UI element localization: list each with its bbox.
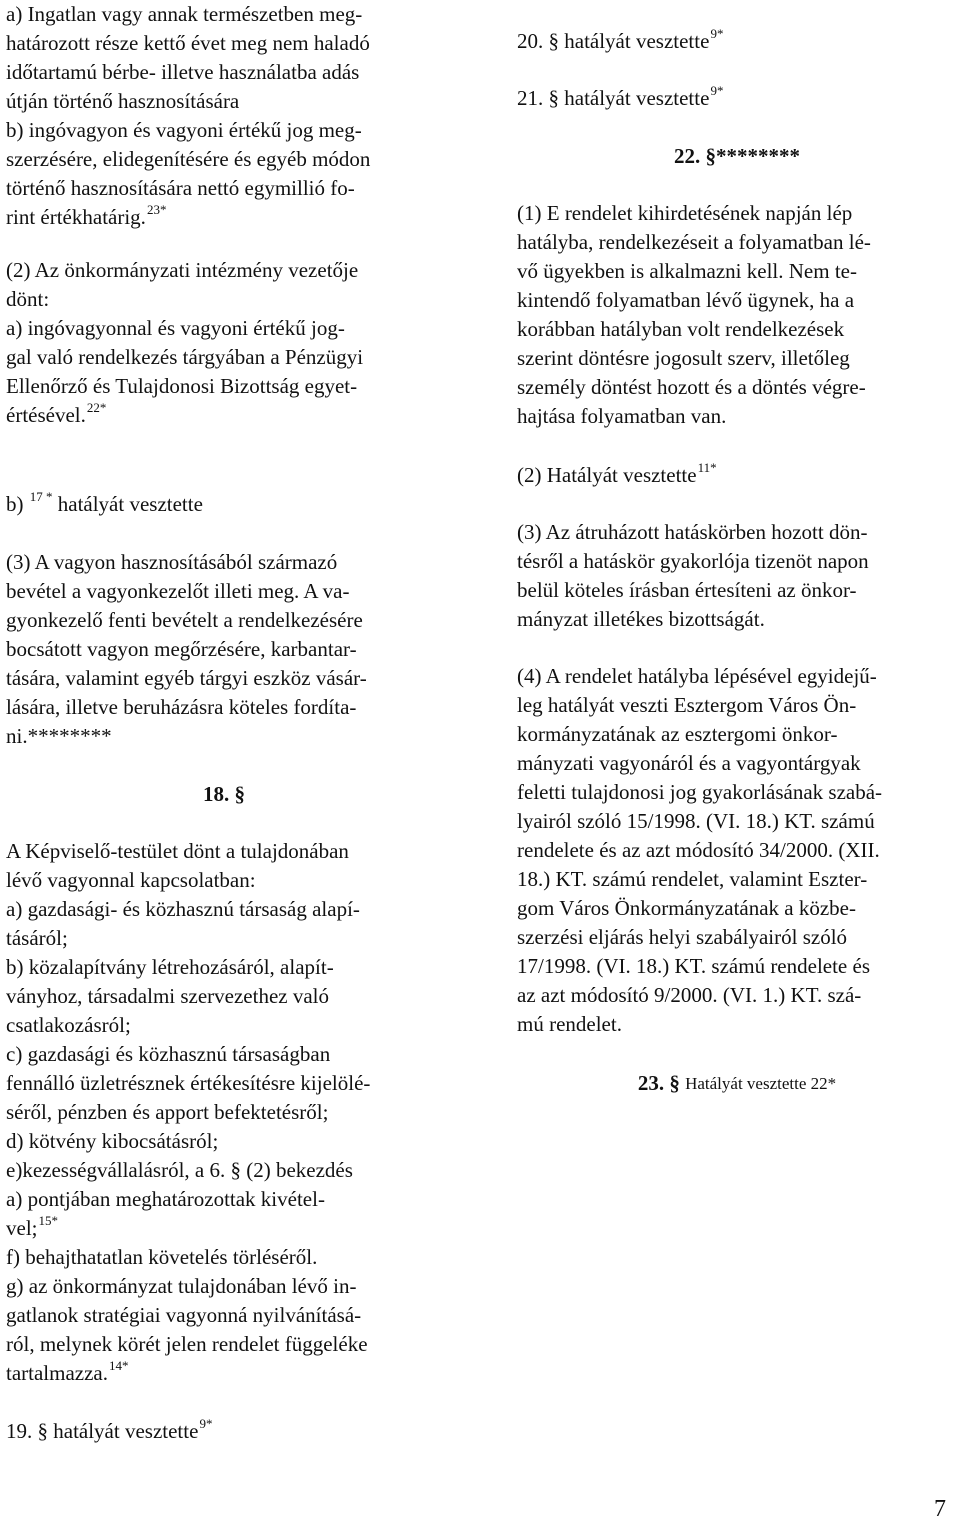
text-line: történő hasznosítására nettó egymillió fo- — [6, 176, 355, 200]
text-line: csatlakozásról; — [6, 1013, 131, 1037]
right-paragraph-4 — [517, 662, 957, 1039]
text-line: hatályba, rendelkezéseit a folyamatban lé- — [517, 230, 871, 254]
footnote-ref: 23* — [146, 202, 167, 217]
text-line: gatlanok stratégiai vagyonná nyilvánításá- — [6, 1303, 362, 1327]
text-line: A Képviselő-testület dönt a tulajdonában — [6, 839, 349, 863]
text-line: gyonkezelő fenti bevételt a rendelkezésére — [6, 608, 363, 632]
section-23: 23. § Hatályát vesztette 22* — [637, 1071, 837, 1095]
text-line: g) az önkormányzat tulajdonában lévő in- — [6, 1274, 357, 1298]
text-line: határozott része kettő évet meg nem haladó — [6, 31, 370, 55]
text-line: mú rendelet. — [517, 1012, 622, 1036]
text-line: c) gazdasági és közhasznú társaságban — [6, 1042, 331, 1066]
text-line: 17/1998. (VI. 18.) KT. számú rendelete és — [517, 954, 871, 978]
text-line: időtartamú bérbe- illetve használatba adás — [6, 60, 360, 84]
footnote-ref: 9* — [199, 1416, 213, 1431]
left-paragraph-1 — [6, 0, 442, 232]
footnote-ref: 15* — [38, 1213, 58, 1228]
text-line: tására, valamint egyéb tárgyi eszköz vásár- — [6, 666, 367, 690]
text-line: gom Város Önkormányzatának a közbe- — [517, 896, 856, 920]
text-line: ról, melynek körét jelen rendelet függeléke — [6, 1332, 368, 1356]
section-21: 21. § hatályát vesztette $^{9*}$ — [517, 84, 957, 113]
text-line: kintendő folyamatban lévő ügynek, ha a — [517, 288, 855, 312]
text-line: vel; $^{15*}$ — [6, 1214, 442, 1243]
text-line: rendelete és az azt módosító 34/2000. (XII. — [517, 838, 880, 862]
text-line: mányzat illetékes bizottságát. — [517, 607, 765, 631]
text-line: e)kezességvállalásról, a 6. § (2) bekezdés — [6, 1158, 353, 1182]
text-line: kormányzatának az esztergomi önkor- — [517, 722, 838, 746]
text-line: útján történő hasznosítására — [6, 89, 240, 113]
text-line: lyairól szóló 15/1998. (VI. 18.) KT. számú — [517, 809, 875, 833]
text-line: a) Ingatlan vagy annak természetben meg- — [6, 2, 363, 26]
left-paragraph-2 — [6, 256, 442, 430]
text-line: a) ingóvagyonnal és vagyoni értékű jog- — [6, 316, 345, 340]
text-line: tartalmazza. $^{14*}$ — [6, 1359, 442, 1388]
text-line: értésével. $^{22*}$ — [6, 401, 442, 430]
left-paragraph-4 — [6, 837, 442, 1243]
text-line: (3) Az átruházott hatáskörben hozott dön- — [517, 520, 868, 544]
section-18-heading: 18. § — [203, 782, 245, 806]
text-line: gal való rendelkezés tárgyában a Pénzügyi — [6, 345, 364, 369]
text-line: belül köteles írásban értesíteni az önkor- — [517, 578, 857, 602]
text-line: b) $^{17 *}$ hatályát vesztette — [6, 490, 442, 519]
section-22-heading: 22. §******** — [674, 144, 800, 168]
text-line: bevétel a vagyonkezelőt illeti meg. A va- — [6, 579, 350, 603]
text-line: a) pontjában meghatározottak kivétel- — [6, 1187, 325, 1211]
text-line: d) kötvény kibocsátásról; — [6, 1129, 219, 1153]
left-paragraph-5 — [6, 1243, 442, 1388]
text-line: 18.) KT. számú rendelet, valamint Eszter- — [517, 867, 868, 891]
text-line: (4) A rendelet hatályba lépésével egyidejű- — [517, 664, 877, 688]
text-line: az azt módosító 9/2000. (VI. 1.) KT. szá- — [517, 983, 862, 1007]
text-line: hajtása folyamatban van. — [517, 404, 727, 428]
text-line: vő ügyekben is alkalmazni kell. Nem te- — [517, 259, 857, 283]
right-paragraph-1 — [517, 199, 957, 431]
footnote-ref: 9* — [710, 83, 724, 98]
text-line: tésről a hatáskör gyakorlója tizenöt napon — [517, 549, 869, 573]
text-line: lására, illetve beruházásra köteles fordíta- — [6, 695, 357, 719]
footnote-ref: 9* — [710, 26, 724, 41]
text-line: szerint döntésre jogosult szerv, illetőleg — [517, 346, 850, 370]
text-line: séről, pénzben és apport befektetésről; — [6, 1100, 329, 1124]
text-line: ni.******** — [6, 724, 112, 748]
text-line: b) ingóvagyon és vagyoni értékű jog meg- — [6, 118, 362, 142]
text-line: rint értékhatárig. $^{23*}$ — [6, 203, 442, 232]
left-item-b — [6, 490, 442, 519]
text-line: f) behajthatatlan követelés törléséről. — [6, 1245, 318, 1269]
text-line: Ellenőrző és Tulajdonosi Bizottság egyet- — [6, 374, 358, 398]
section-20: 20. § hatályát vesztette $^{9*}$ — [517, 27, 957, 56]
text-line: feletti tulajdonosi jog gyakorlásának szabá- — [517, 780, 883, 804]
text-line: bocsátott vagyon megőrzésére, karbantar- — [6, 637, 357, 661]
text-line: dönt: — [6, 287, 50, 311]
text-line: személy döntést hozott és a döntés végre- — [517, 375, 866, 399]
text-line: lévő vagyonnal kapcsolatban: — [6, 868, 256, 892]
footnote-ref: 11* — [697, 460, 717, 475]
left-paragraph-3 — [6, 548, 442, 751]
page-number: 7 — [934, 1496, 946, 1522]
text-line: fennálló üzletrésznek értékesítésre kijelölé- — [6, 1071, 371, 1095]
text-line: (3) A vagyon hasznosításából származó — [6, 550, 338, 574]
footnote-ref: 14* — [109, 1358, 129, 1373]
footnote-ref: 22* — [86, 400, 107, 415]
right-paragraph-2: (2) Hatályát vesztette $^{11*}$ — [517, 461, 957, 490]
right-paragraph-3 — [517, 518, 957, 634]
text-line: leg hatályát veszti Esztergom Város Ön- — [517, 693, 857, 717]
text-line: a) gazdasági- és közhasznú társaság alapí- — [6, 897, 360, 921]
text-line: szerzésére, elidegenítésére és egyéb módon — [6, 147, 371, 171]
text-line: b) közalapítvány létrehozásáról, alapít- — [6, 955, 334, 979]
text-line: mányzati vagyonáról és a vagyontárgyak — [517, 751, 861, 775]
text-line: szerzési eljárás helyi szabályairól szóló — [517, 925, 848, 949]
text-line: tásáról; — [6, 926, 68, 950]
section-19: 19. § hatályát vesztette $^{9*}$ — [6, 1417, 442, 1446]
text-line: ványhoz, társadalmi szervezethez való — [6, 984, 330, 1008]
text-line: korábban hatályban volt rendelkezések — [517, 317, 845, 341]
text-line: (2) Az önkormányzati intézmény vezetője — [6, 258, 359, 282]
footnote-ref: 17 * — [29, 489, 53, 504]
text-line: (1) E rendelet kihirdetésének napján lép — [517, 201, 853, 225]
